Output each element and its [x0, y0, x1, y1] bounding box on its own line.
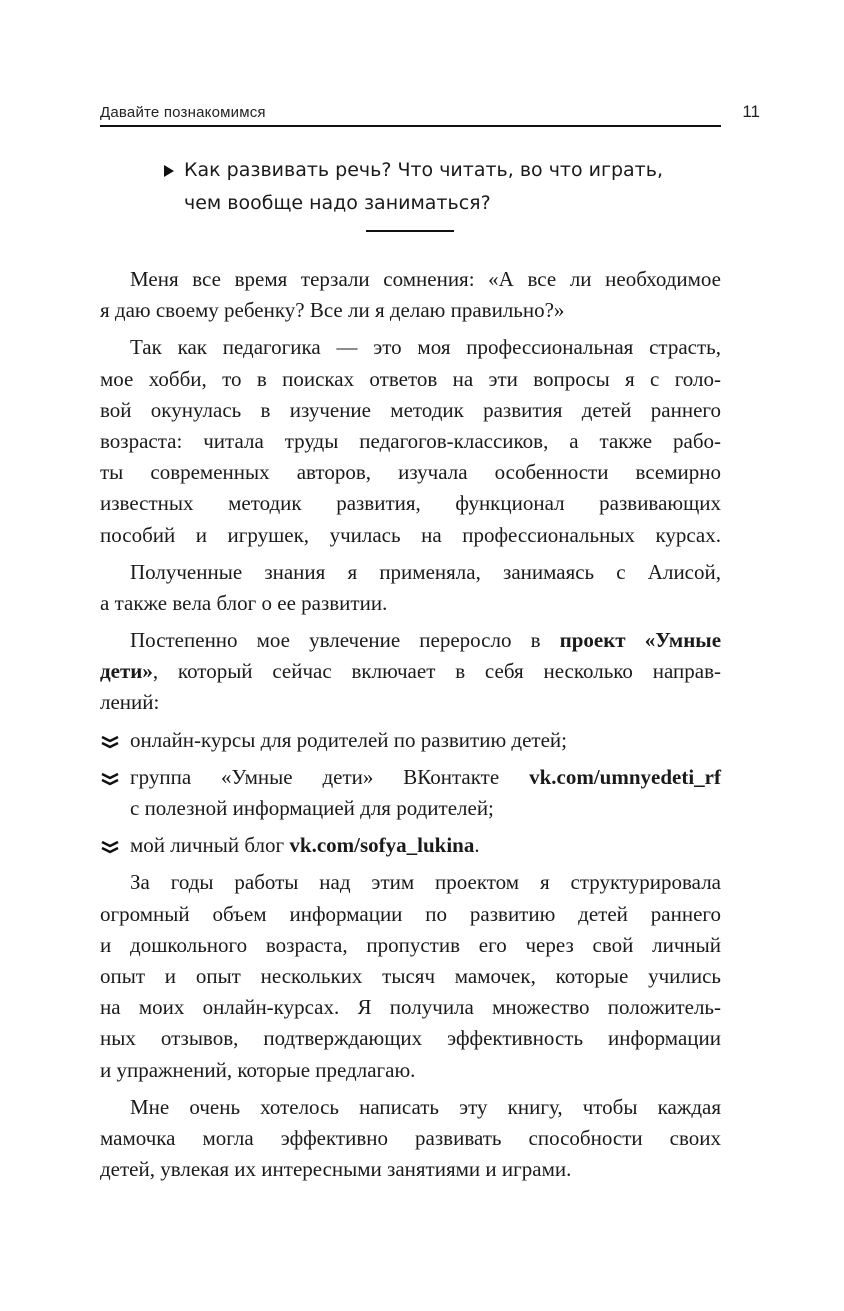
text-line	[100, 725, 721, 756]
text-line: лений:	[100, 690, 160, 715]
section-divider	[366, 230, 454, 232]
paragraph-4	[100, 625, 721, 719]
paragraph-3	[100, 557, 721, 619]
double-chevron-icon	[100, 772, 120, 786]
bullet-list	[100, 725, 721, 862]
text-line: Меня все время терзали сомнения: «А все ли необходимое	[130, 267, 721, 291]
body-text	[100, 264, 721, 1185]
text-run: , который сейчас включает в себя несколько направ-	[152, 659, 721, 684]
bullet-text: .	[474, 833, 480, 858]
project-name: проект «Умные	[559, 628, 722, 653]
bullet-text: группа «Умные дети» ВКонтакте	[130, 764, 530, 789]
text-line: с полезной информацией для родителей;	[130, 796, 494, 820]
vk-group-link[interactable]: vk.com/umnyedeti_rf	[529, 764, 721, 789]
text-line: на моих онлайн-курсах. Я получила множество положитель-	[100, 995, 721, 1020]
text-line: и дошкольного возраста, пропустив его через свой личный	[100, 932, 721, 957]
text-line: известных методик развития, функционал развивающих	[100, 491, 721, 516]
paragraph-1	[100, 264, 721, 326]
text-line: Мне очень хотелось написать эту книгу, чтобы каждая	[130, 1094, 721, 1119]
text-line	[100, 830, 721, 861]
question-item	[164, 154, 724, 220]
running-head	[100, 102, 760, 126]
text-line: ты современных авторов, изучала особенности всемирно	[100, 460, 721, 485]
text-line: возраста: читала труды педагогов-классиков, а также рабо-	[100, 428, 721, 453]
text-line	[100, 762, 721, 793]
text-line: а также вела блог о ее развитии.	[100, 590, 388, 615]
list-item	[100, 725, 721, 756]
triangle-right-icon	[164, 165, 174, 177]
question-line: Как развивать речь? Что читать, во что играть,	[184, 159, 663, 181]
double-chevron-icon	[100, 840, 120, 854]
text-line: мамочка могла эффективно развивать способности своих	[100, 1125, 721, 1150]
text-line: пособий и игрушек, училась на профессиональных курсах.	[100, 522, 721, 547]
text-line: Полученные знания я применяла, занимаясь с Алисой,	[130, 559, 721, 584]
text-line: Так как педагогика — это моя профессиональная страсть,	[130, 335, 721, 360]
text-line: детей, увлекая их интересными занятиями и играми.	[100, 1157, 572, 1182]
project-name: дети»	[100, 659, 153, 684]
text-line: огромный объем информации по развитию детей раннего	[100, 901, 721, 926]
text-line	[100, 656, 721, 687]
bullet-text: онлайн-курсы для родителей по развитию детей;	[130, 727, 567, 752]
page-number: 11	[742, 102, 760, 121]
text-line	[100, 625, 721, 656]
text-line: ных отзывов, подтверждающих эффективность информации	[100, 1026, 721, 1051]
paragraph-2	[100, 332, 721, 550]
list-item	[100, 762, 721, 824]
text-line: я даю своему ребенку? Все ли я делаю правильно?»	[100, 298, 565, 323]
list-item	[100, 830, 721, 861]
text-run: Постепенно мое увлечение переросло в	[130, 628, 560, 653]
paragraph-5	[100, 867, 721, 1085]
blog-link[interactable]: vk.com/sofya_lukina	[289, 833, 475, 858]
bullet-text: мой личный блог	[130, 833, 290, 858]
paragraph-6	[100, 1092, 721, 1186]
text-line: опыт и опыт нескольких тысяч мамочек, которые учились	[100, 963, 721, 988]
header-rule	[100, 125, 721, 127]
text-line: вой окунулась в изучение методик развития детей раннего	[100, 397, 721, 422]
section-title: Давайте познакомимся	[100, 104, 266, 121]
double-chevron-icon	[100, 735, 120, 749]
text-line: мое хобби, то в поисках ответов на эти вопросы я с голо-	[100, 366, 721, 391]
text-line: и упражнений, которые предлагаю.	[100, 1057, 416, 1082]
question-line: чем вообще надо заниматься?	[184, 192, 491, 214]
text-line: За годы работы над этим проектом я структурировала	[130, 870, 721, 895]
